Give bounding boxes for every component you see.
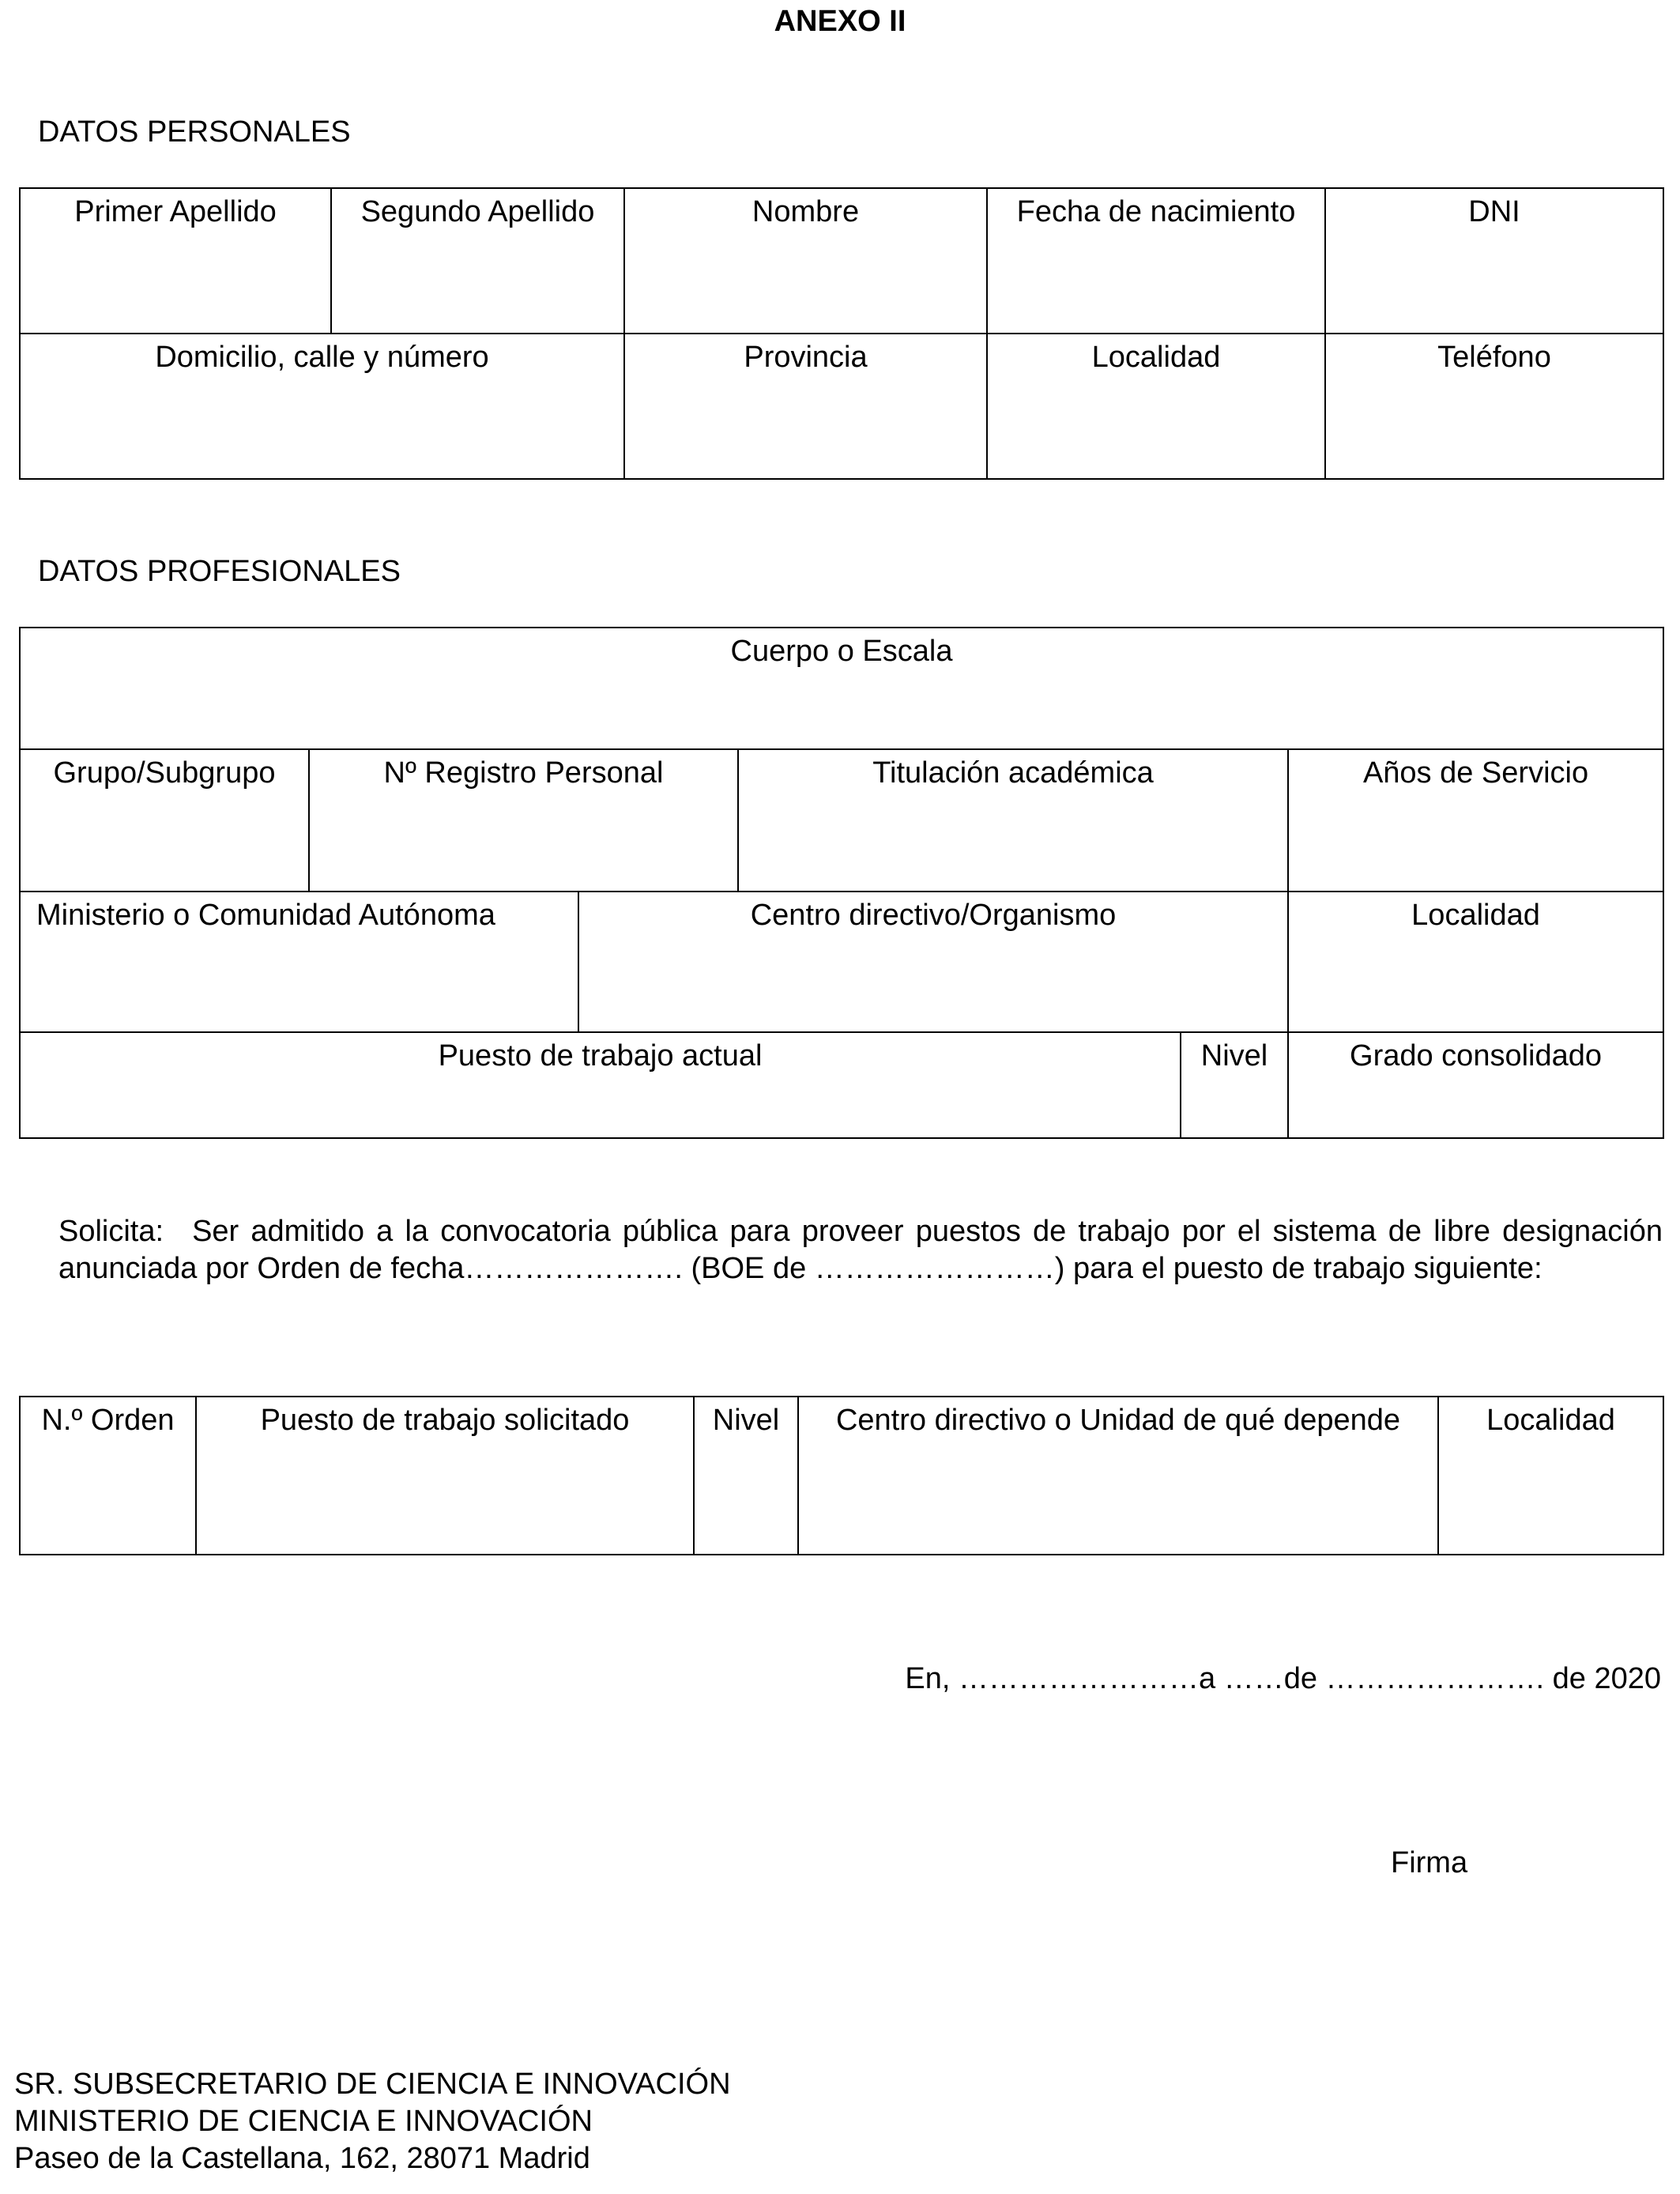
field-telefono[interactable]: Teléfono [1325,334,1663,479]
field-localidad-prof[interactable]: Localidad [1288,892,1663,1032]
field-titulacion[interactable]: Titulación académica [738,749,1288,892]
field-registro-personal[interactable]: Nº Registro Personal [309,749,738,892]
field-segundo-apellido[interactable]: Segundo Apellido [331,188,624,334]
field-provincia[interactable]: Provincia [624,334,987,479]
field-fecha-nacimiento[interactable]: Fecha de nacimiento [987,188,1325,334]
solicita-text: Ser admitido a la convocatoria pública para proveer puestos de trabajo por el sistema de libre designación anunciada por Orden de fecha…………………. (BOE de ……………………) para el puesto de trabajo siguiente: [58,1215,1663,1285]
address-line-2: MINISTERIO DE CIENCIA E INNOVACIÓN [14,2105,593,2138]
field-domicilio[interactable]: Domicilio, calle y número [20,334,624,479]
header-localidad[interactable]: Localidad [1438,1397,1663,1555]
solicita-paragraph [58,1213,1663,1287]
signature-label: Firma [1391,1846,1468,1879]
field-nivel[interactable]: Nivel [1181,1032,1288,1138]
field-puesto-actual[interactable]: Puesto de trabajo actual [20,1032,1181,1138]
date-line: En, ……………………a ……de …………………. de 2020 [905,1662,1661,1695]
document-title: ANEXO II [774,5,906,38]
field-anos-servicio[interactable]: Años de Servicio [1288,749,1663,892]
section-label-personal: DATOS PERSONALES [38,115,351,149]
field-cuerpo-escala[interactable]: Cuerpo o Escala [20,628,1663,749]
field-ministerio[interactable]: Ministerio o Comunidad Autónoma [20,892,578,1032]
address-line-1: SR. SUBSECRETARIO DE CIENCIA E INNOVACIÓN [14,2068,731,2101]
field-dni[interactable]: DNI [1325,188,1663,334]
field-grado-consolidado[interactable]: Grado consolidado [1288,1032,1663,1138]
section-label-professional: DATOS PROFESIONALES [38,555,401,588]
header-centro-unidad[interactable]: Centro directivo o Unidad de qué depende [798,1397,1438,1555]
solicita-label: Solicita: [58,1215,164,1248]
requested-positions-table [19,1396,1664,1555]
field-nombre[interactable]: Nombre [624,188,987,334]
professional-data-table [19,627,1664,1139]
address-line-3: Paseo de la Castellana, 162, 28071 Madrid [14,2142,590,2175]
field-localidad[interactable]: Localidad [987,334,1325,479]
personal-data-table [19,187,1664,480]
header-nivel[interactable]: Nivel [694,1397,798,1555]
header-numero-orden[interactable]: N.º Orden [20,1397,196,1555]
field-primer-apellido[interactable]: Primer Apellido [20,188,331,334]
header-puesto-solicitado[interactable]: Puesto de trabajo solicitado [196,1397,694,1555]
field-grupo-subgrupo[interactable]: Grupo/Subgrupo [20,749,309,892]
field-centro-directivo[interactable]: Centro directivo/Organismo [578,892,1288,1032]
